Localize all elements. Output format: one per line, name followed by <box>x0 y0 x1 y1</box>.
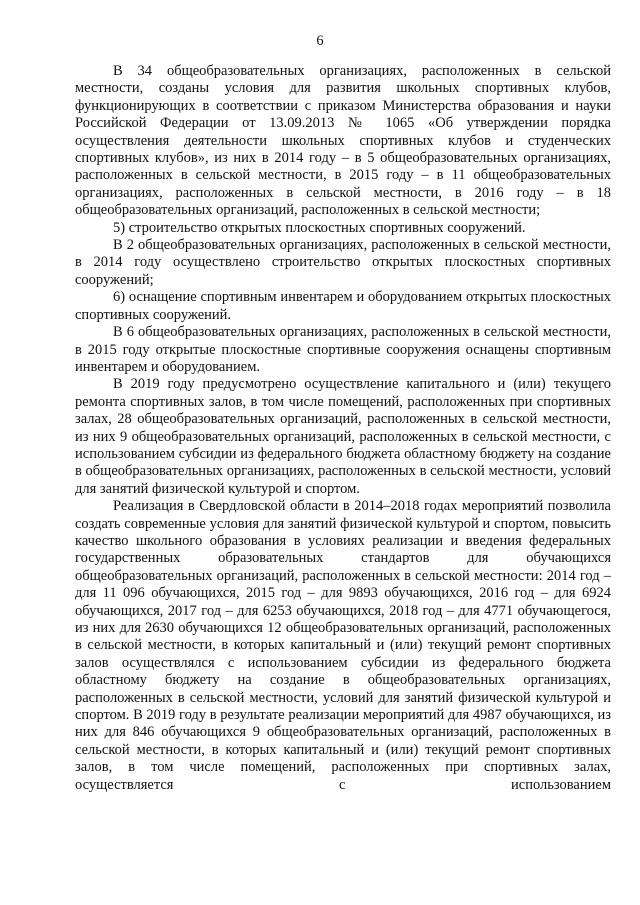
paragraph-construction-2014: В 2 общеобразовательных организациях, расположенных в сельской местности, в 2014 году осуществлено строительство открытых плоскостных спортивных сооружений; <box>75 237 611 288</box>
paragraph-item-5-construction: 5) строительство открытых плоскостных спортивных сооружений. <box>113 219 526 236</box>
page-number: 6 <box>316 33 324 49</box>
paragraph-repair-2019: В 2019 году предусмотрено осуществление капитального и (или) текущего ремонта спортивных залов, в том числе помещений, расположенных при спортивных залах, 28 общеобразовательных организаций, расположенных в сельской местности, из них 9 общеобразовательных организаций, расположенных в сельской местности, с использованием субсидии из федерального бюджета областному бюджету на создание в общеобразовательных организациях, расположенных в сельской местности, условий для занятий физической культурой и спортом. <box>75 376 611 497</box>
paragraph-school-sports-clubs: В 34 общеобразовательных организациях, расположенных в сельской местности, созданы условия для развития школьных спортивных клубов, функционирующих в соответствии с приказом Министерства образования и науки Российской Федерации от 13.09.2013 № 1065 «Об утверждении порядка осуществления деятельности школьных спортивных клубов и студенческих спортивных клубов», из них в 2014 году – в 5 общеобразовательных организациях, расположенных в сельской местности, в 2015 году – в 11 общеобразовательных организациях, расположенных в сельской местности, в 2016 году – в 18 общеобразовательных организаций, расположенных в сельской местности; <box>75 63 611 219</box>
paragraph-item-6-equipment: 6) оснащение спортивным инвентарем и оборудованием открытых плоскостных спортивных сооружений. <box>75 289 611 323</box>
paragraph-equipment-2015: В 6 общеобразовательных организациях, расположенных в сельской местности, в 2015 году открытые плоскостные спортивные сооружения оснащены спортивным инвентарем и оборудованием. <box>75 324 611 375</box>
paragraph-implementation-results: Реализация в Свердловской области в 2014–2018 годах мероприятий позволила создать современные условия для занятий физической культурой и спортом, повысить качество школьного образования в условиях реализации и введения федеральных государственных образовательных стандартов для обучающихся общеобразовательных организаций, расположенных в сельской местности: 2014 год – для 11 096 обучающихся, 2015 год – для 9893 обучающихся, 2016 год – для 6924 обучающихся, 2017 год – для 6253 обучающихся, 2018 год – для 4771 обучающегося, из них для 2630 обучающихся 12 общеобразовательных организаций, расположенных в сельской местности, в которых капитальный и (или) текущий ремонт спортивных залов осуществлялся с использованием субсидии из федерального бюджета областному бюджету на создание в общеобразовательных организациях, расположенных в сельской местности, условий для занятий физической культурой и спортом. В 2019 году в результате реализации мероприятий для 4987 обучающихся, из них для 846 обучающихся 9 общеобразовательных организаций, расположенных в сельской местности, в которых капитальный и (или) текущий ремонт спортивных залов, в том числе помещений, расположенных при спортивных залах, осуществляется с использованием <box>75 498 611 793</box>
document-body <box>75 63 611 794</box>
